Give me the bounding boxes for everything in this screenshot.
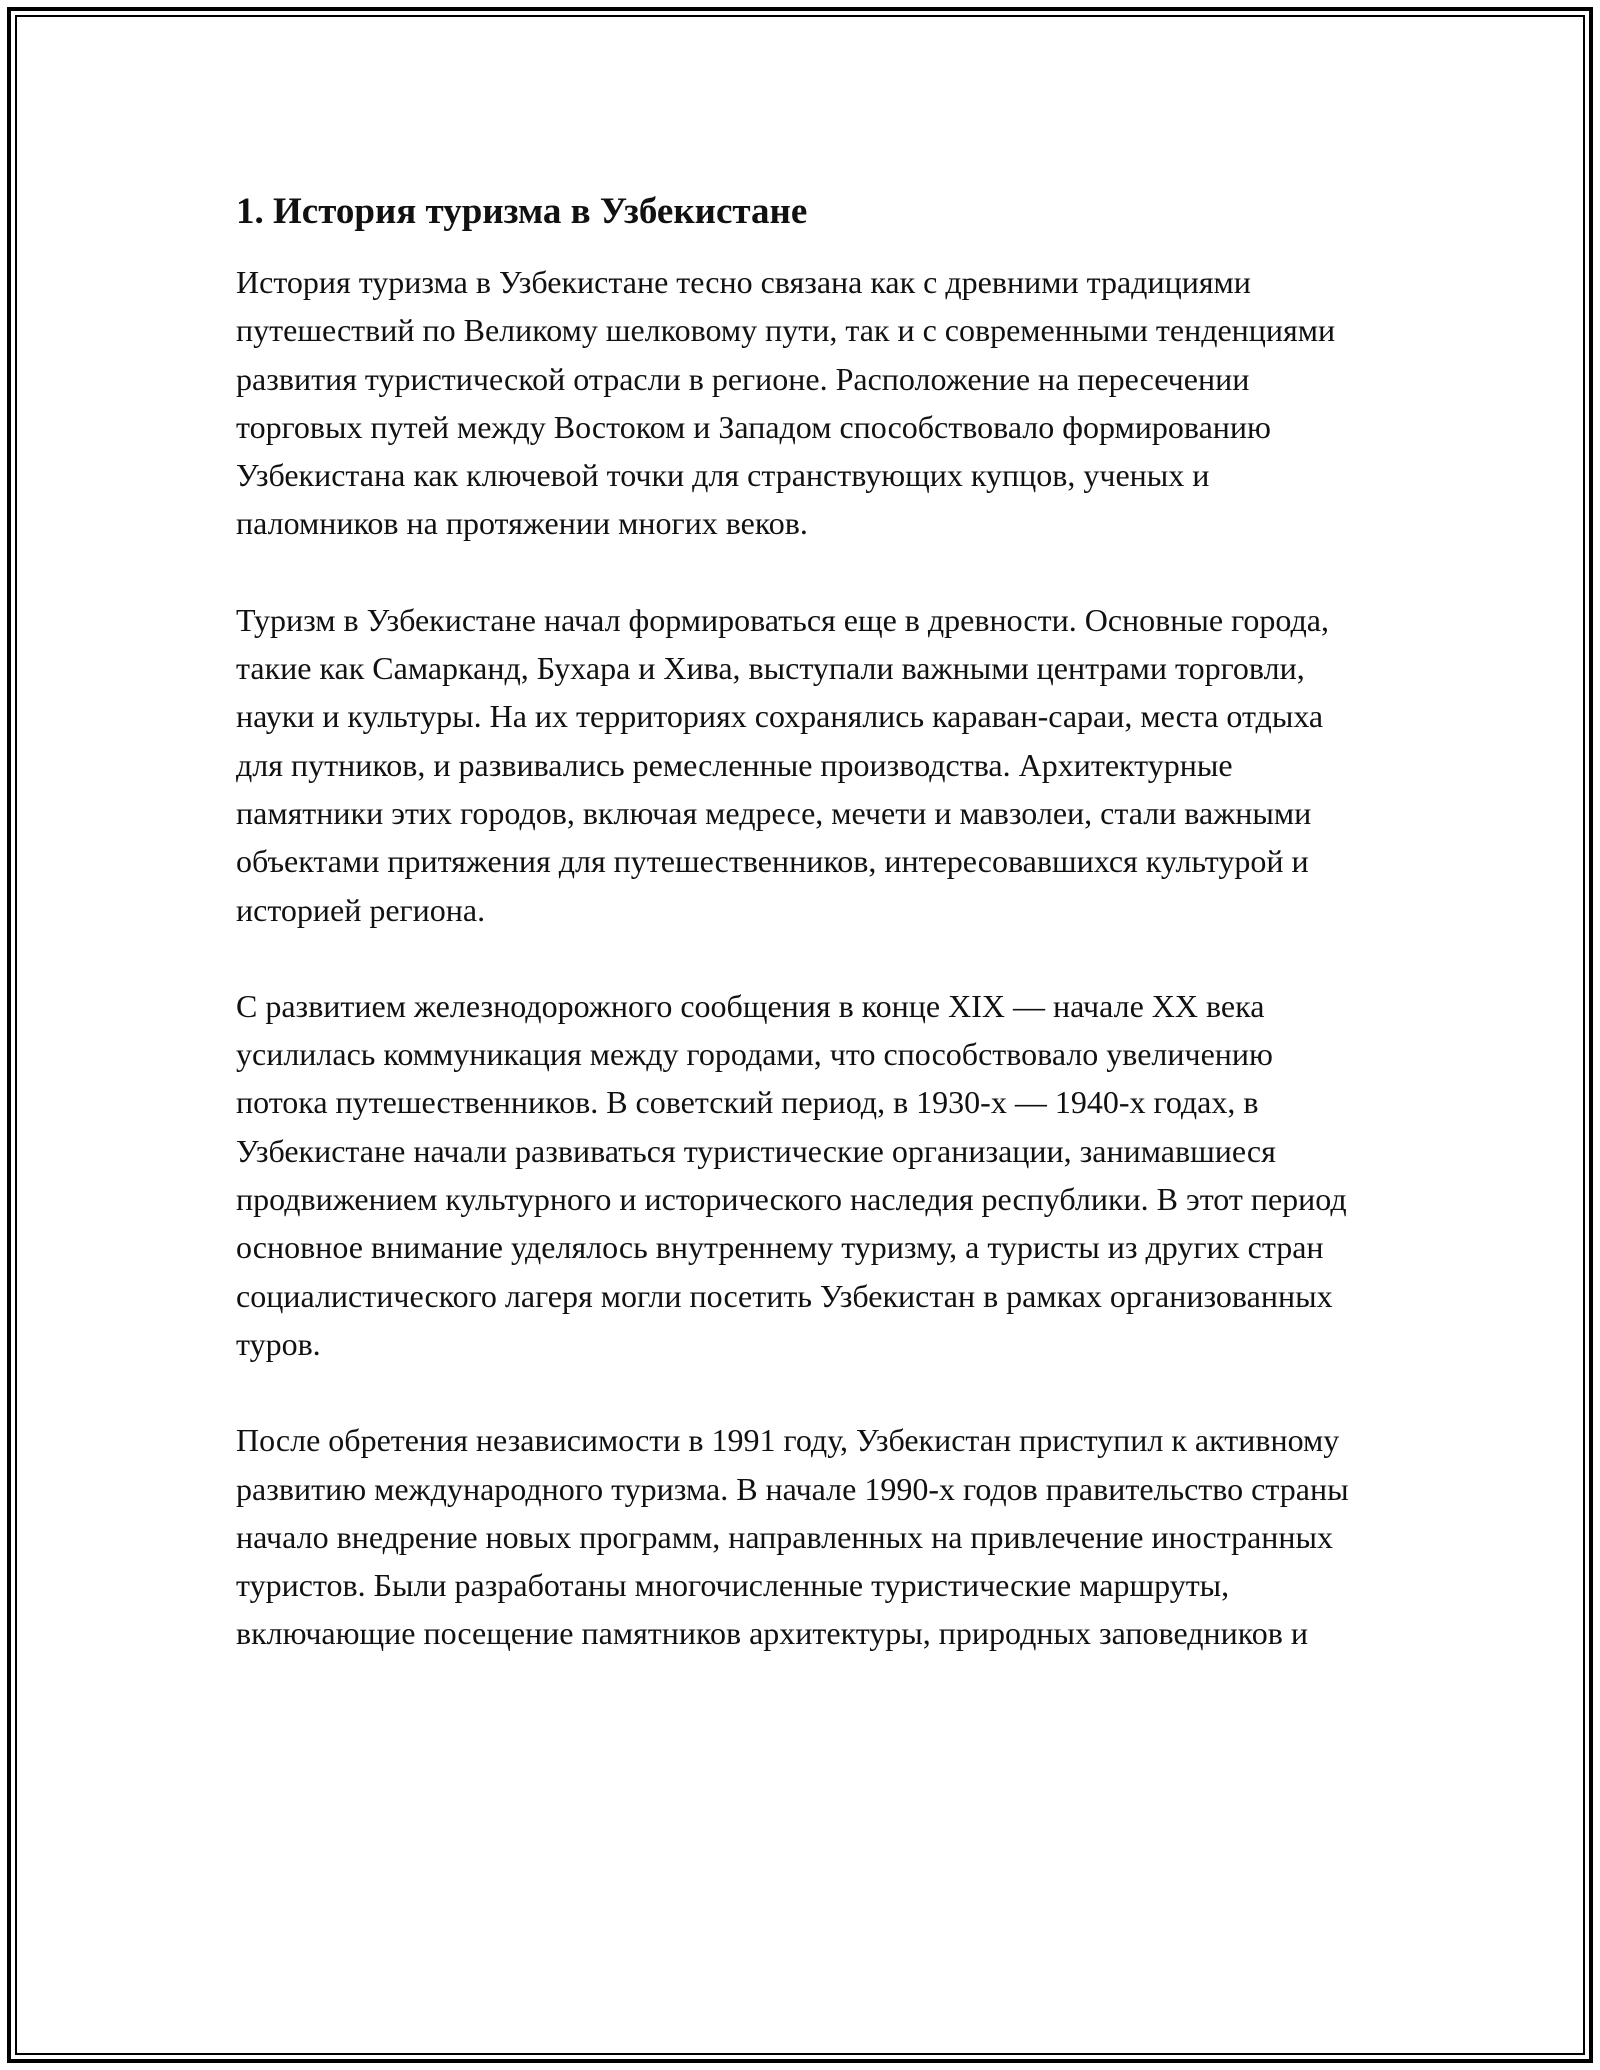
paragraph-4: После обретения независимости в 1991 году, Узбекистан приступил к активному развитию международного туризма. В начале 1990-х годов правительство страны начало внедрение новых программ, направленных на привлечение иностранных туристов. Были разработаны многочисленные туристические маршруты, включающие посещение памятников архитектуры, природных заповедников и — [236, 1422, 1349, 1652]
document-body — [236, 186, 1366, 1706]
paragraph-1: История туризма в Узбекистане тесно связана как с древними традициями путешествий по Великому шелковому пути, так и с современными тенденциями развития туристической отрасли в регионе. Расположение на пересечении торговых путей между Востоком и Западом способствовало формированию Узбекистана как ключевой точки для странствующих купцов, ученых и паломников на протяжении многих веков. — [236, 264, 1336, 542]
section-heading: 1. История туризма в Узбекистане — [236, 191, 808, 232]
paragraph-2: Туризм в Узбекистане начал формироваться еще в древности. Основные города, такие как Самарканд, Бухара и Хива, выступали важными центрами торговли, науки и культуры. На их территориях сохранялись караван-сараи, места отдыха для путников, и развивались ремесленные производства. Архитектурные памятники этих городов, включая медресе, мечети и мавзолеи, стали важными объектами притяжения для путешественников, интересовавшихся культурой и историей региона. — [236, 601, 1329, 928]
paragraph-3: С развитием железнодорожного сообщения в конце XIX — начале XX века усилилась коммуникация между городами, что способствовало увеличению потока путешественников. В советский период, в 1930-х — 1940-х годах, в Узбекистане начали развиваться туристические организации, занимавшиеся продвижением культурного и исторического наследия республики. В этот период основное внимание уделялось внутреннему туризму, а туристы из других стран социалистического лагеря могли посетить Узбекистан в рамках организованных туров. — [236, 987, 1347, 1362]
